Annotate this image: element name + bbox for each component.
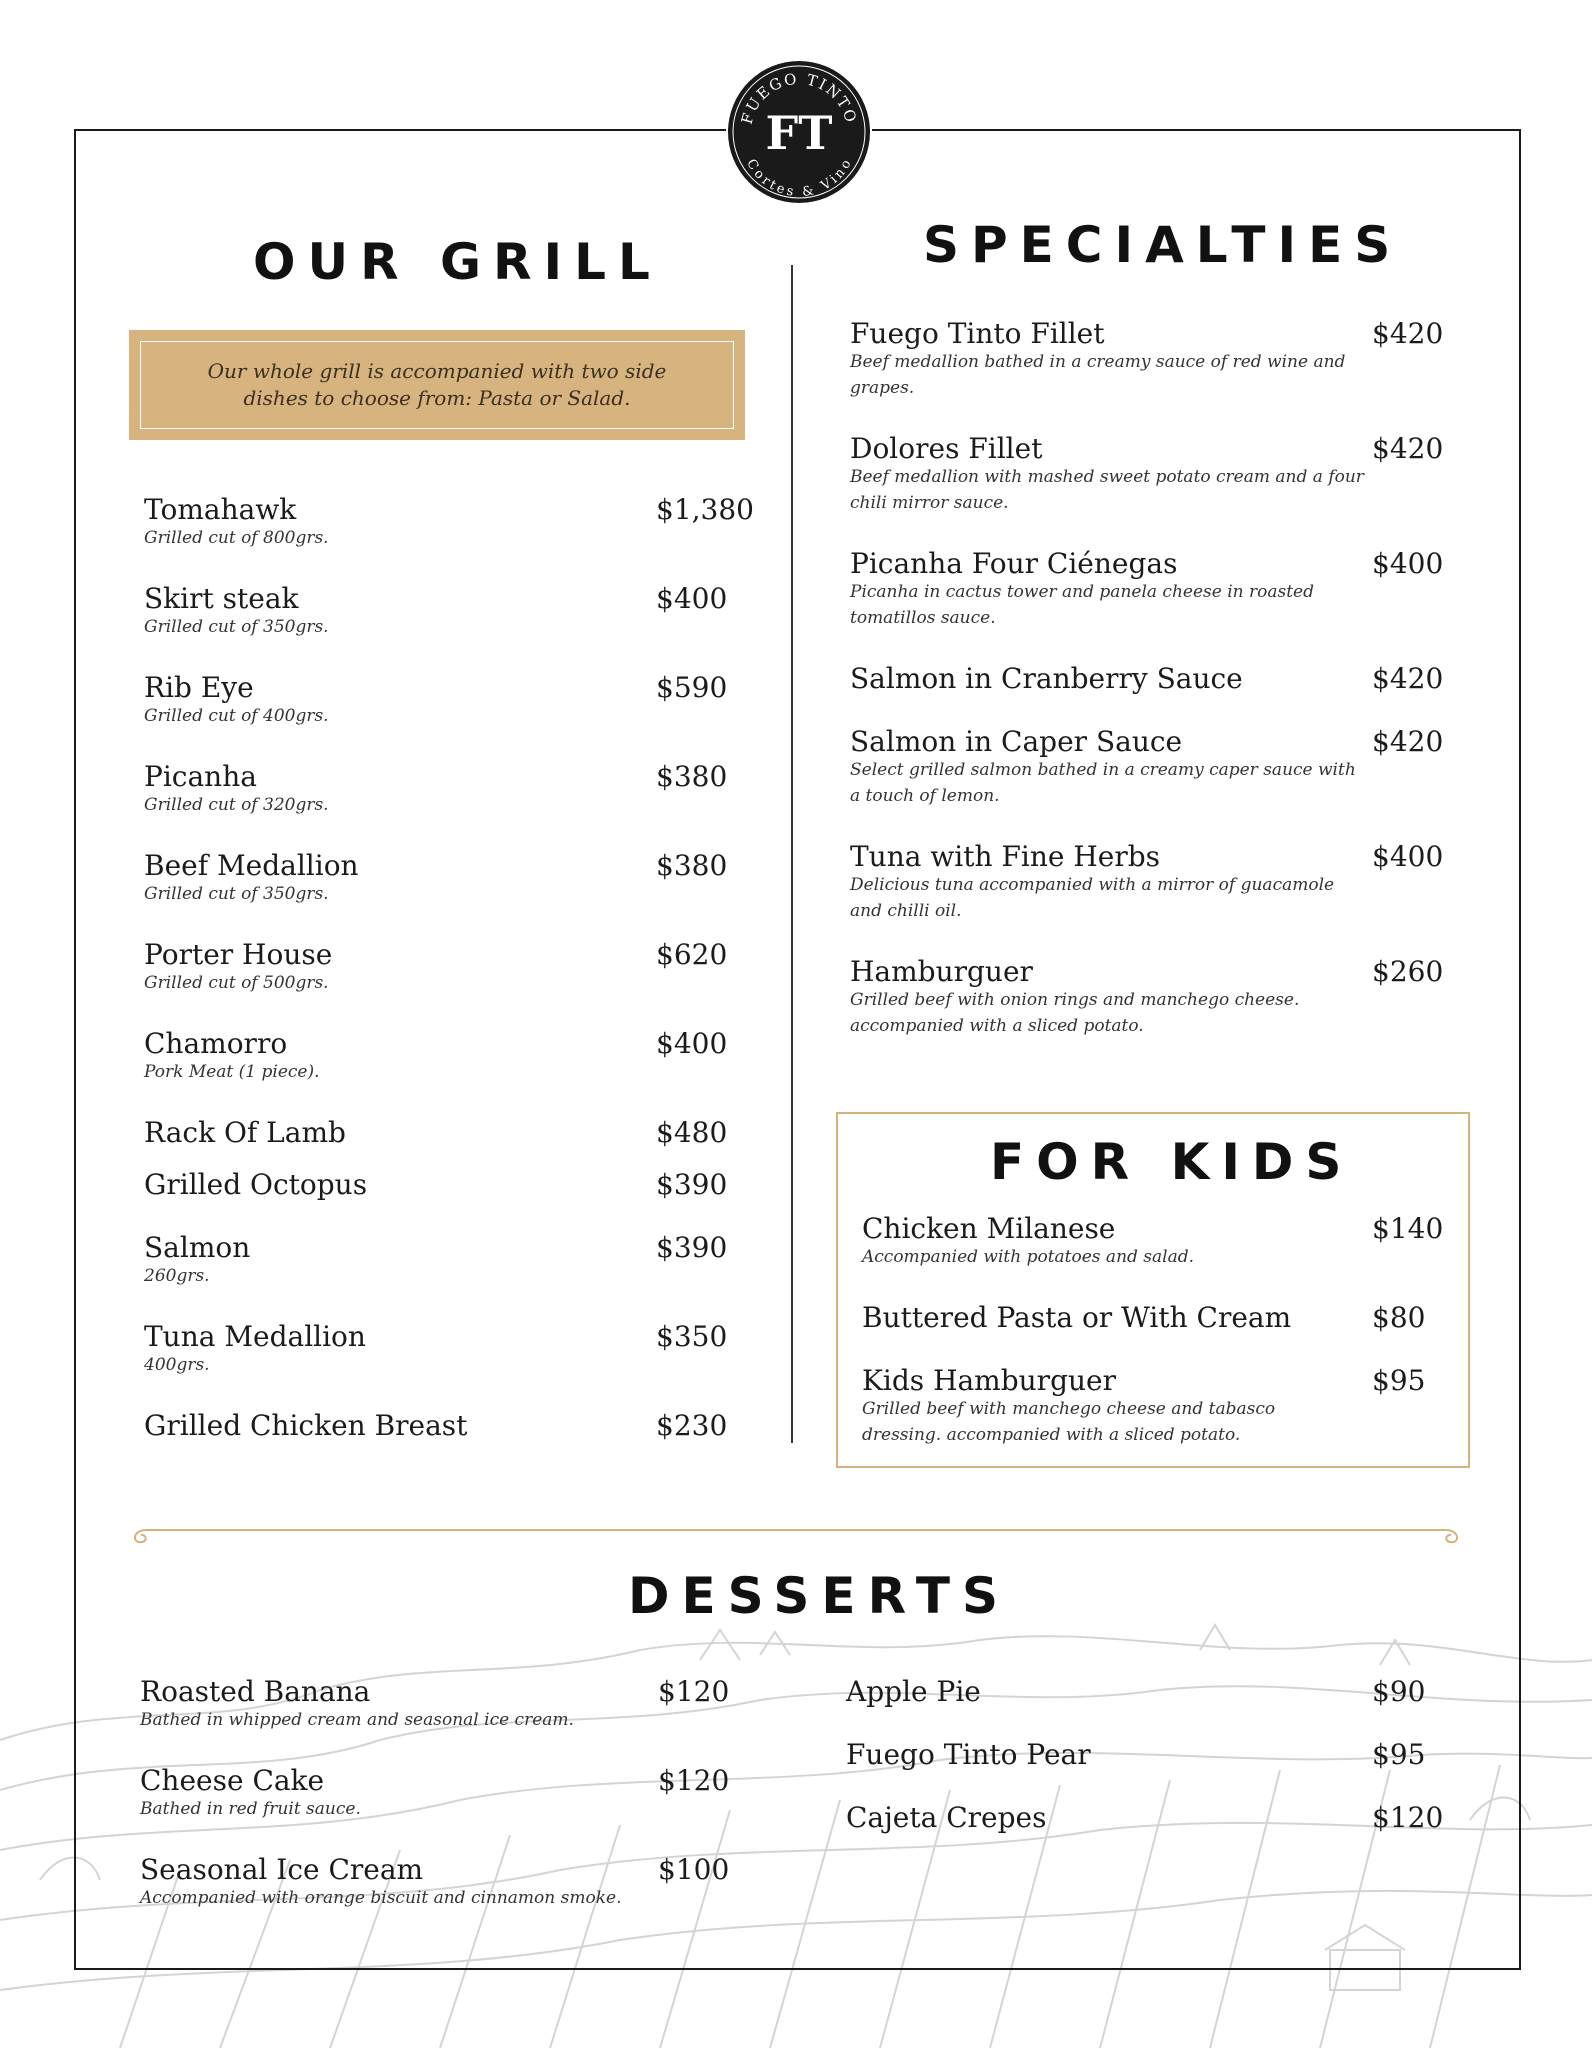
item-description: Grilled cut of 400grs. [144,706,329,726]
item-description: Grilled cut of 800grs. [144,528,329,548]
for-kids-title: FOR KIDS [990,1133,1354,1191]
item-name: Kids Hamburguer [862,1364,1116,1397]
item-price: $120 [1372,1801,1444,1834]
item-price: $80 [1372,1301,1426,1334]
item-price: $400 [1372,840,1444,873]
item-name: Rack Of Lamb [144,1116,346,1149]
item-name: Porter House [144,938,333,971]
item-price: $590 [656,671,728,704]
item-name: Apple Pie [846,1675,981,1708]
item-name: Cajeta Crepes [846,1801,1047,1834]
item-price: $620 [656,938,728,971]
item-price: $480 [656,1116,728,1149]
item-price: $400 [656,582,728,615]
item-description: Grilled cut of 350grs. [144,884,329,904]
item-name: Fuego Tinto Fillet [850,317,1105,350]
item-name: Picanha [144,760,257,793]
item-description: Beef medallion bathed in a creamy sauce of red wine and grapes. [850,352,1346,398]
item-price: $420 [1372,317,1444,350]
item-name: Seasonal Ice Cream [140,1853,424,1886]
logo-monogram: FT [765,106,833,160]
item-price: $390 [656,1168,728,1201]
item-price: $95 [1372,1364,1426,1397]
item-price: $1,380 [656,493,754,526]
item-price: $350 [656,1320,728,1353]
item-name: Chicken Milanese [862,1212,1116,1245]
item-price: $390 [656,1231,728,1264]
item-price: $420 [1372,432,1444,465]
item-description: Grilled cut of 350grs. [144,617,329,637]
item-name: Salmon in Cranberry Sauce [850,662,1243,695]
item-name: Dolores Fillet [850,432,1043,465]
item-name: Grilled Octopus [144,1168,368,1201]
logo-name-text: FUEGO TINTO [737,69,861,127]
item-price: $420 [1372,725,1444,758]
item-name: Picanha Four Ciénegas [850,547,1178,580]
item-description: Delicious tuna accompanied with a mirror of guacamole and chilli oil. [850,875,1335,921]
item-name: Skirt steak [144,582,299,615]
our-grill-title: OUR GRILL [253,233,662,291]
item-price: $100 [658,1853,730,1886]
item-price: $400 [1372,547,1444,580]
item-name: Fuego Tinto Pear [846,1738,1091,1771]
item-price: $400 [656,1027,728,1060]
item-name: Tomahawk [144,493,297,526]
desserts-title: DESSERTS [628,1567,1010,1625]
item-price: $90 [1372,1675,1426,1708]
item-name: Salmon [144,1231,251,1264]
item-name: Beef Medallion [144,849,359,882]
item-description: Bathed in red fruit sauce. [140,1799,361,1819]
column-divider [791,265,793,1443]
item-description: Grilled cut of 320grs. [144,795,329,815]
item-description: Select grilled salmon bathed in a creamy caper sauce with a touch of lemon. [850,760,1356,806]
item-price: $120 [658,1675,730,1708]
item-price: $95 [1372,1738,1426,1771]
item-description: Accompanied with orange biscuit and cinnamon smoke. [140,1888,622,1908]
item-price: $260 [1372,955,1444,988]
item-name: Tuna with Fine Herbs [850,840,1160,873]
item-name: Tuna Medallion [144,1320,366,1353]
specialties-title: SPECIALTIES [923,216,1403,274]
item-description: Accompanied with potatoes and salad. [862,1247,1195,1267]
item-price: $380 [656,760,728,793]
item-price: $140 [1372,1212,1444,1245]
grill-side-dish-note [129,330,745,440]
item-price: $420 [1372,662,1444,695]
item-description: Beef medallion with mashed sweet potato cream and a four chili mirror sauce. [850,467,1364,513]
item-price: $230 [656,1409,728,1442]
item-price: $380 [656,849,728,882]
item-name: Salmon in Caper Sauce [850,725,1183,758]
item-description: Pork Meat (1 piece). [144,1062,320,1082]
item-description: Picanha in cactus tower and panela cheese in roasted tomatillos sauce. [850,582,1314,628]
item-name: Buttered Pasta or With Cream [862,1301,1292,1334]
grill-note-text: Our whole grill is accompanied with two side dishes to choose from: Pasta or Salad. [140,341,734,429]
item-name: Hamburguer [850,955,1033,988]
item-description: Bathed in whipped cream and seasonal ice cream. [140,1710,574,1730]
item-description: 260grs. [144,1266,210,1286]
item-price: $120 [658,1764,730,1797]
ornament-divider [128,1520,1464,1550]
item-name: Cheese Cake [140,1764,325,1797]
item-description: Grilled beef with onion rings and manchego cheese. accompanied with a sliced potato. [850,990,1300,1036]
item-description: Grilled cut of 500grs. [144,973,329,993]
item-name: Roasted Banana [140,1675,371,1708]
item-description: Grilled beef with manchego cheese and tabasco dressing. accompanied with a sliced potato. [862,1399,1276,1445]
restaurant-logo [724,57,874,207]
logo-tagline: Cortes & Vino [743,156,855,201]
item-name: Grilled Chicken Breast [144,1409,468,1442]
item-description: 400grs. [144,1355,210,1375]
item-name: Chamorro [144,1027,288,1060]
item-name: Rib Eye [144,671,254,704]
